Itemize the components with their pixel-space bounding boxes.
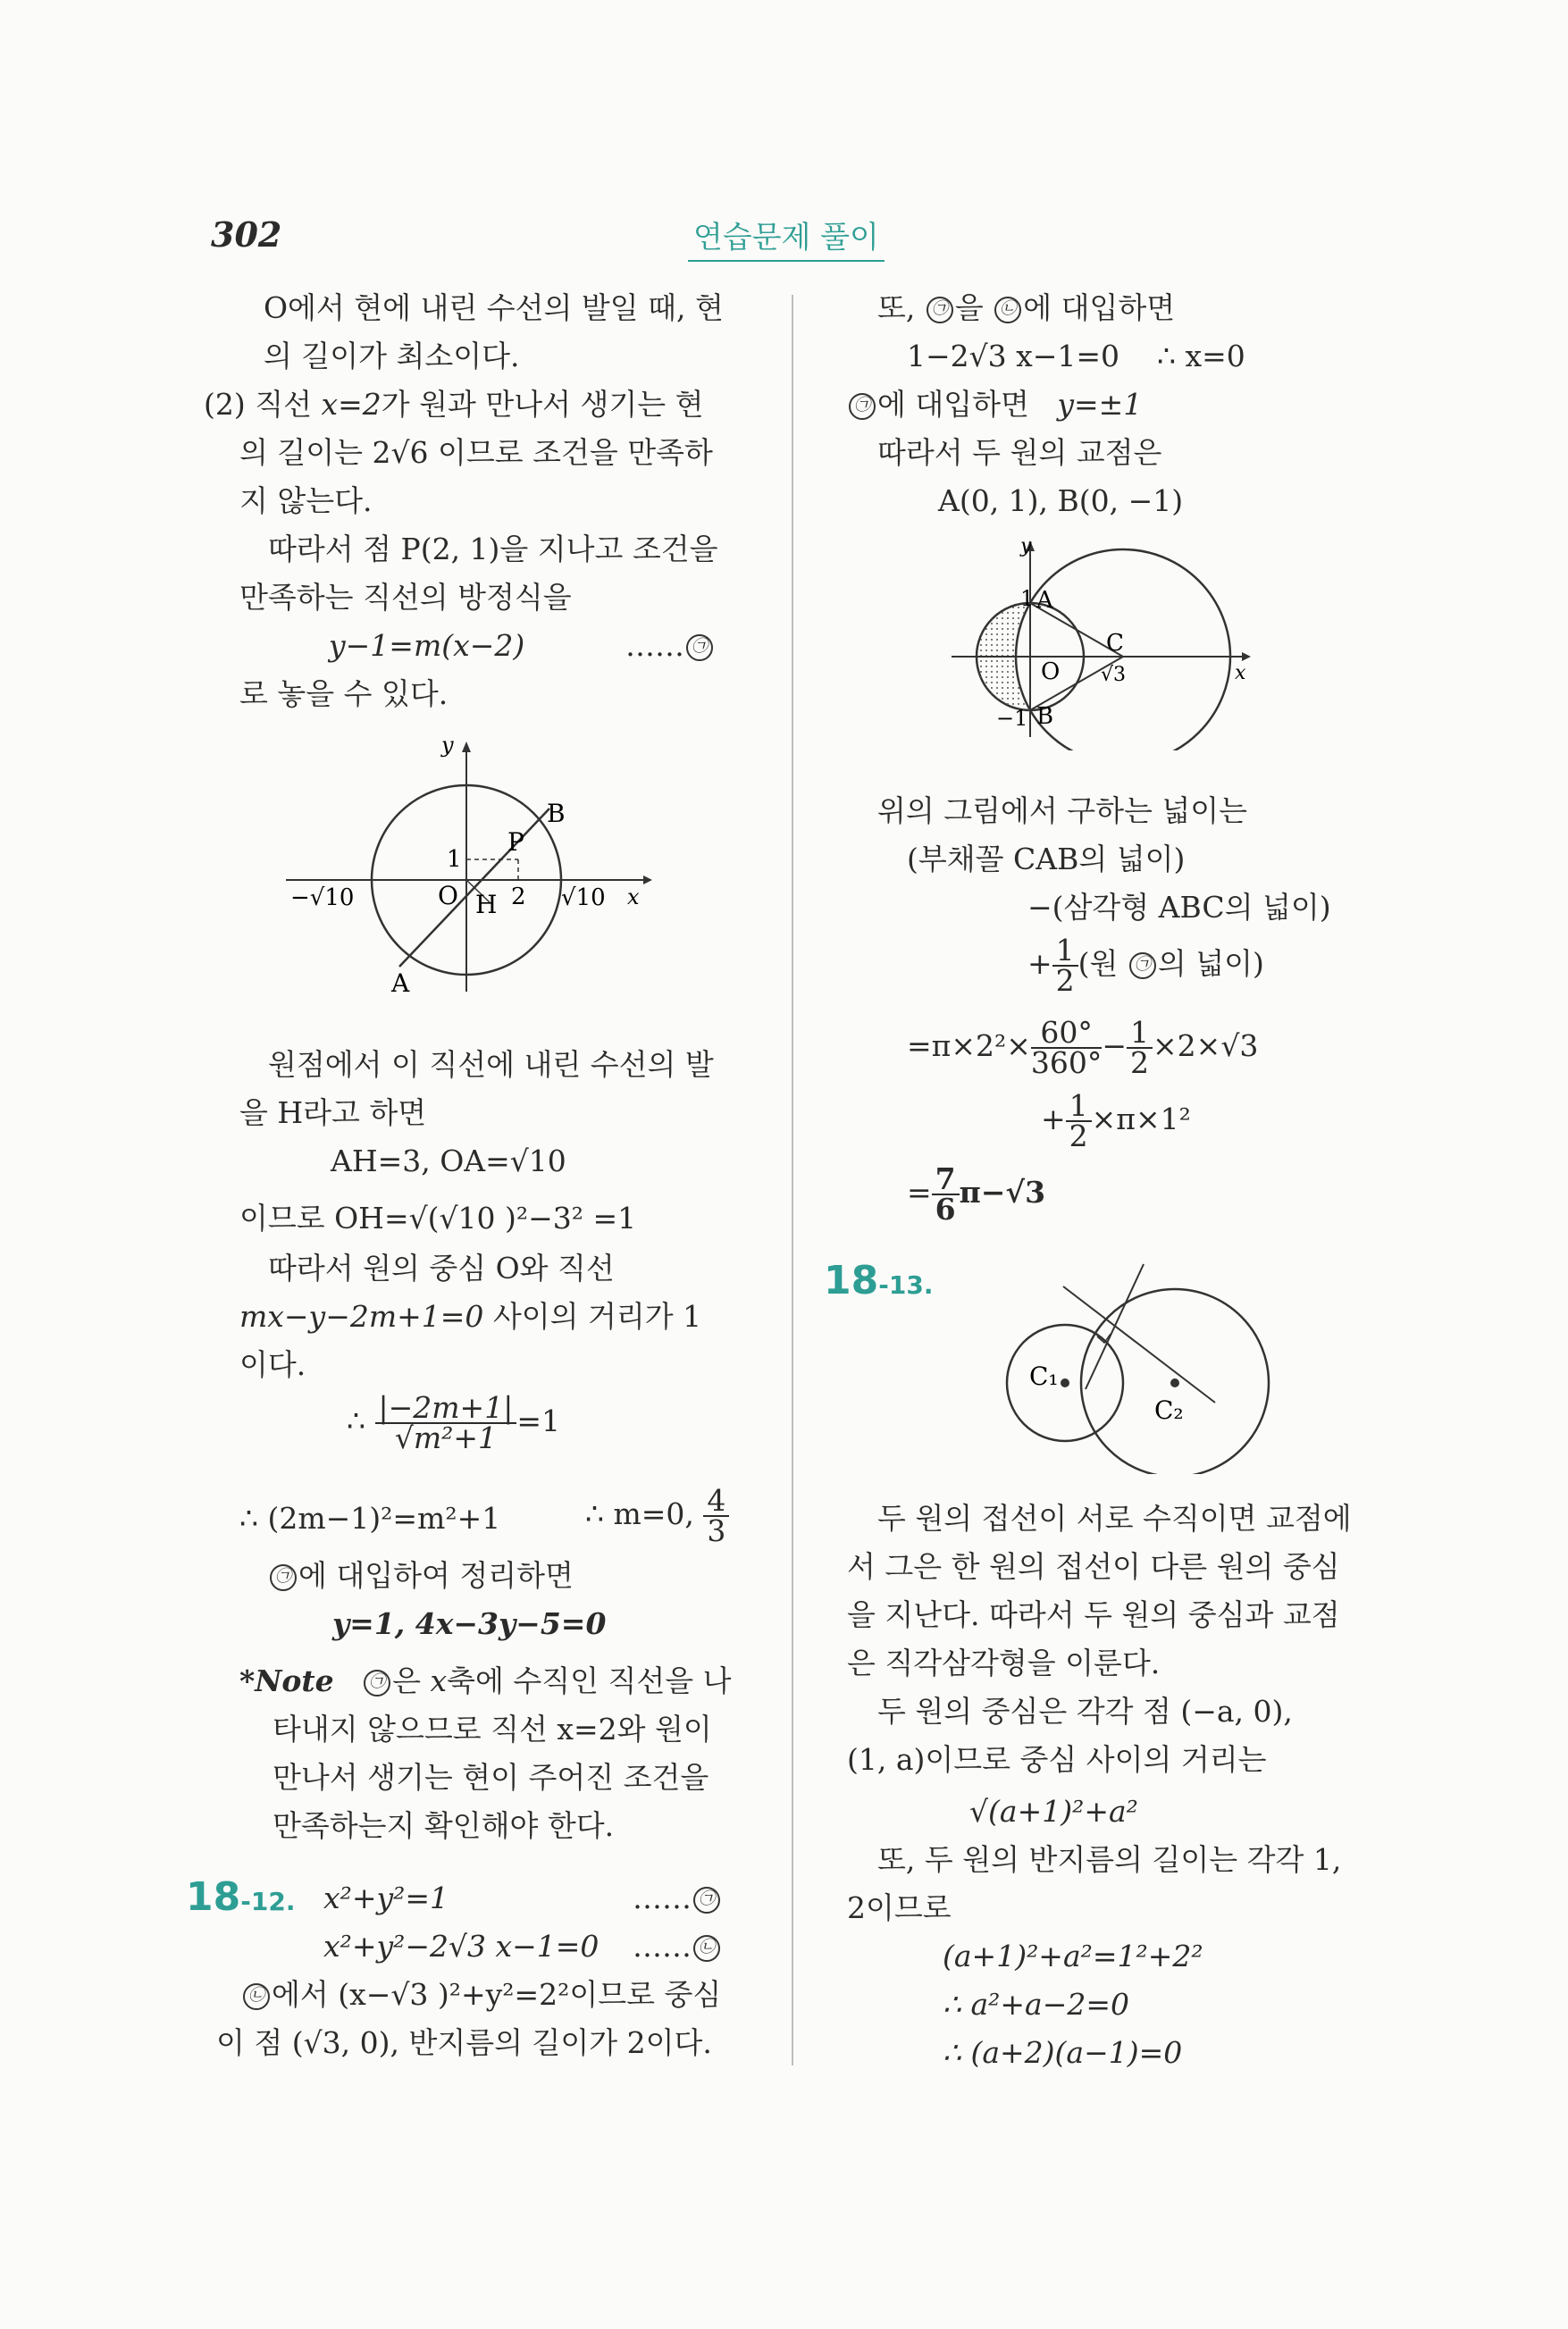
- marker-1: ㉠: [686, 634, 713, 661]
- marker-1: ㉠: [693, 1887, 720, 1914]
- text-line: 만족하는 직선의 방정식을: [239, 580, 572, 615]
- equation: (a+1)²+a²=1²+2²: [943, 1939, 1203, 1973]
- equation: 1−2√3 x−1=0 ∴ x=0: [907, 339, 1245, 373]
- tick-two-label: 2: [511, 884, 526, 910]
- equation: x²+y²=1: [323, 1881, 449, 1915]
- marker-1: ㉠: [364, 1670, 390, 1696]
- point-p-label: P: [507, 827, 524, 857]
- note-line: 만나서 생기는 현이 주어진 조건을: [273, 1760, 709, 1795]
- equation: AH=3, OA=√10: [331, 1144, 566, 1178]
- equation: ∴ a²+a−2=0: [943, 1987, 1130, 2022]
- text-line: 서 그은 한 원의 접선이 다른 원의 중심: [847, 1549, 1340, 1584]
- point-c-label: C: [1106, 630, 1124, 657]
- tick-one-label: 1: [1020, 586, 1035, 611]
- text-line: (1, a)이므로 중심 사이의 거리는: [847, 1742, 1267, 1777]
- equation: + $\frac{1}{2}$ ×π×1²: [1041, 1088, 1191, 1153]
- marker-1: ㉠: [927, 297, 953, 323]
- text-line: 따라서 점 P(2, 1)을 지나고 조건을: [268, 532, 718, 566]
- equation: ∴ (a+2)(a−1)=0: [943, 2035, 1183, 2070]
- text-line: 위의 그림에서 구하는 넓이는: [877, 793, 1248, 828]
- text-line: 로 놓을 수 있다.: [239, 676, 449, 711]
- equation-tag: …… ㉠: [633, 1881, 722, 1916]
- point-a-label: A: [1036, 587, 1053, 614]
- equation: ∴ (2m−1)²=m²+1: [239, 1501, 501, 1536]
- tick-root3-label: √3: [1101, 664, 1127, 686]
- center-c2-label: C₂: [1154, 1395, 1184, 1425]
- center-c1-label: C₁: [1029, 1361, 1059, 1391]
- marker-1: ㉠: [1129, 952, 1156, 979]
- text-line: 의 길이는 2√6 이므로 조건을 만족하: [239, 435, 713, 470]
- text-line: 지 않는다.: [239, 483, 373, 518]
- equation: =π×2²× $\frac{60^\circ}{360^\circ}$ − $\frac{1}{2}$ ×2×√3: [907, 1015, 1259, 1080]
- tick-root10-label: √10: [561, 884, 606, 911]
- text-line: mx−y−2m+1=0 사이의 거리가 1: [239, 1299, 702, 1334]
- problem-number-18-12: 18-12.: [186, 1874, 296, 1920]
- axis-y-label: y: [441, 733, 454, 758]
- equation: ∴ m=0, $\frac{4}{3}$: [585, 1487, 729, 1546]
- origin-label: O: [1041, 658, 1061, 685]
- figure-circle-line: [277, 733, 652, 1001]
- note-line: 만족하는지 확인해야 한다.: [273, 1808, 615, 1843]
- marker-2: ㉡: [994, 297, 1021, 323]
- text-line: 또, 두 원의 반지름의 길이는 각각 1,: [877, 1842, 1342, 1877]
- figure-orthogonal-circles: [992, 1260, 1278, 1474]
- equation: = $\frac{7}{6}$ π−√3: [907, 1161, 1046, 1227]
- equation: x²+y²−2√3 x−1=0: [323, 1929, 600, 1964]
- text-line: 따라서 원의 중심 O와 직선: [268, 1251, 615, 1286]
- text-line: 따라서 두 원의 교점은: [877, 435, 1162, 470]
- point-a-label: A: [391, 968, 410, 998]
- equation: ∴ $\frac{|-2m+1|}{\text{√m²+1}}$ =1: [347, 1390, 560, 1455]
- equation: + $\frac{1}{2}$ (원 ㉠ 의 넓이): [1027, 933, 1264, 998]
- text-line: −(삼각형 ABC의 넓이): [1027, 890, 1331, 925]
- equation: √(a+1)²+a²: [969, 1794, 1138, 1829]
- text-line: O에서 현에 내린 수선의 발일 때, 현: [264, 290, 724, 325]
- axis-x-label: x: [1235, 662, 1246, 684]
- text-line: ㉡ 에서 (x−√3 )²+y²=2²이므로 중심: [241, 1977, 721, 2013]
- text-line: 이 점 (√3, 0), 반지름의 길이가 2이다.: [216, 2025, 712, 2060]
- origin-label: O: [438, 881, 458, 910]
- text-line: 이다.: [239, 1347, 306, 1382]
- text-line: 을 H라고 하면: [239, 1095, 427, 1130]
- figure-two-circles: [947, 536, 1269, 750]
- text-line: 을 지난다. 따라서 두 원의 중심과 교점: [847, 1597, 1340, 1632]
- text-line: 또, ㉠ 을 ㉡ 에 대입하면: [877, 290, 1176, 325]
- marker-1: ㉠: [849, 393, 876, 420]
- page-title: 연습문제 풀이: [688, 213, 885, 262]
- tick-neg-root10-label: −√10: [290, 884, 355, 911]
- tick-one-label: 1: [447, 846, 462, 873]
- text-line: ㉠ 에 대입하면 y=±1: [847, 387, 1142, 423]
- point-b-label: B: [1036, 703, 1054, 730]
- column-divider: [792, 295, 793, 2065]
- text-line: 두 원의 접선이 서로 수직이면 교점에: [877, 1501, 1352, 1536]
- axis-y-label: y: [1020, 536, 1032, 557]
- tick-neg-one-label: −1: [996, 706, 1028, 731]
- text-line: (2) 직선 x=2가 원과 만나서 생기는 현: [204, 387, 704, 422]
- equation: y−1=m(x−2): [329, 628, 525, 663]
- text-line: 원점에서 이 직선에 내린 수선의 발: [268, 1047, 714, 1082]
- problem-number-18-13: 18-13.: [824, 1258, 934, 1303]
- marker-2: ㉡: [243, 1983, 270, 2010]
- note-line: 타내지 않으므로 직선 x=2와 원이: [273, 1712, 712, 1747]
- answer: y=1, 4x−3y−5=0: [332, 1606, 607, 1641]
- text-line: (부채꼴 CAB의 넓이): [907, 842, 1186, 876]
- equation: A(0, 1), B(0, −1): [938, 483, 1184, 518]
- text-line: 은 직각삼각형을 이룬다.: [847, 1646, 1161, 1680]
- marker-2: ㉡: [693, 1935, 720, 1962]
- point-h-label: H: [475, 890, 498, 919]
- page-number: 302: [211, 214, 282, 255]
- text-line: 두 원의 중심은 각각 점 (−a, 0),: [877, 1694, 1293, 1729]
- marker-1: ㉠: [270, 1564, 297, 1591]
- note-line: *Note ㉠ 은 x축에 수직인 직선을 나: [239, 1663, 732, 1698]
- text-line: 이므로 OH=√(√10 )²−3² =1: [239, 1201, 637, 1236]
- point-b-label: B: [547, 799, 566, 828]
- text-line: 2이므로: [847, 1890, 952, 1925]
- equation-tag: …… ㉠: [625, 628, 715, 664]
- equation-tag: …… ㉡: [633, 1929, 722, 1965]
- axis-x-label: x: [627, 884, 640, 909]
- text-line: ㉠ 에 대입하여 정리하면: [268, 1558, 574, 1594]
- text-line: 의 길이가 최소이다.: [264, 339, 520, 373]
